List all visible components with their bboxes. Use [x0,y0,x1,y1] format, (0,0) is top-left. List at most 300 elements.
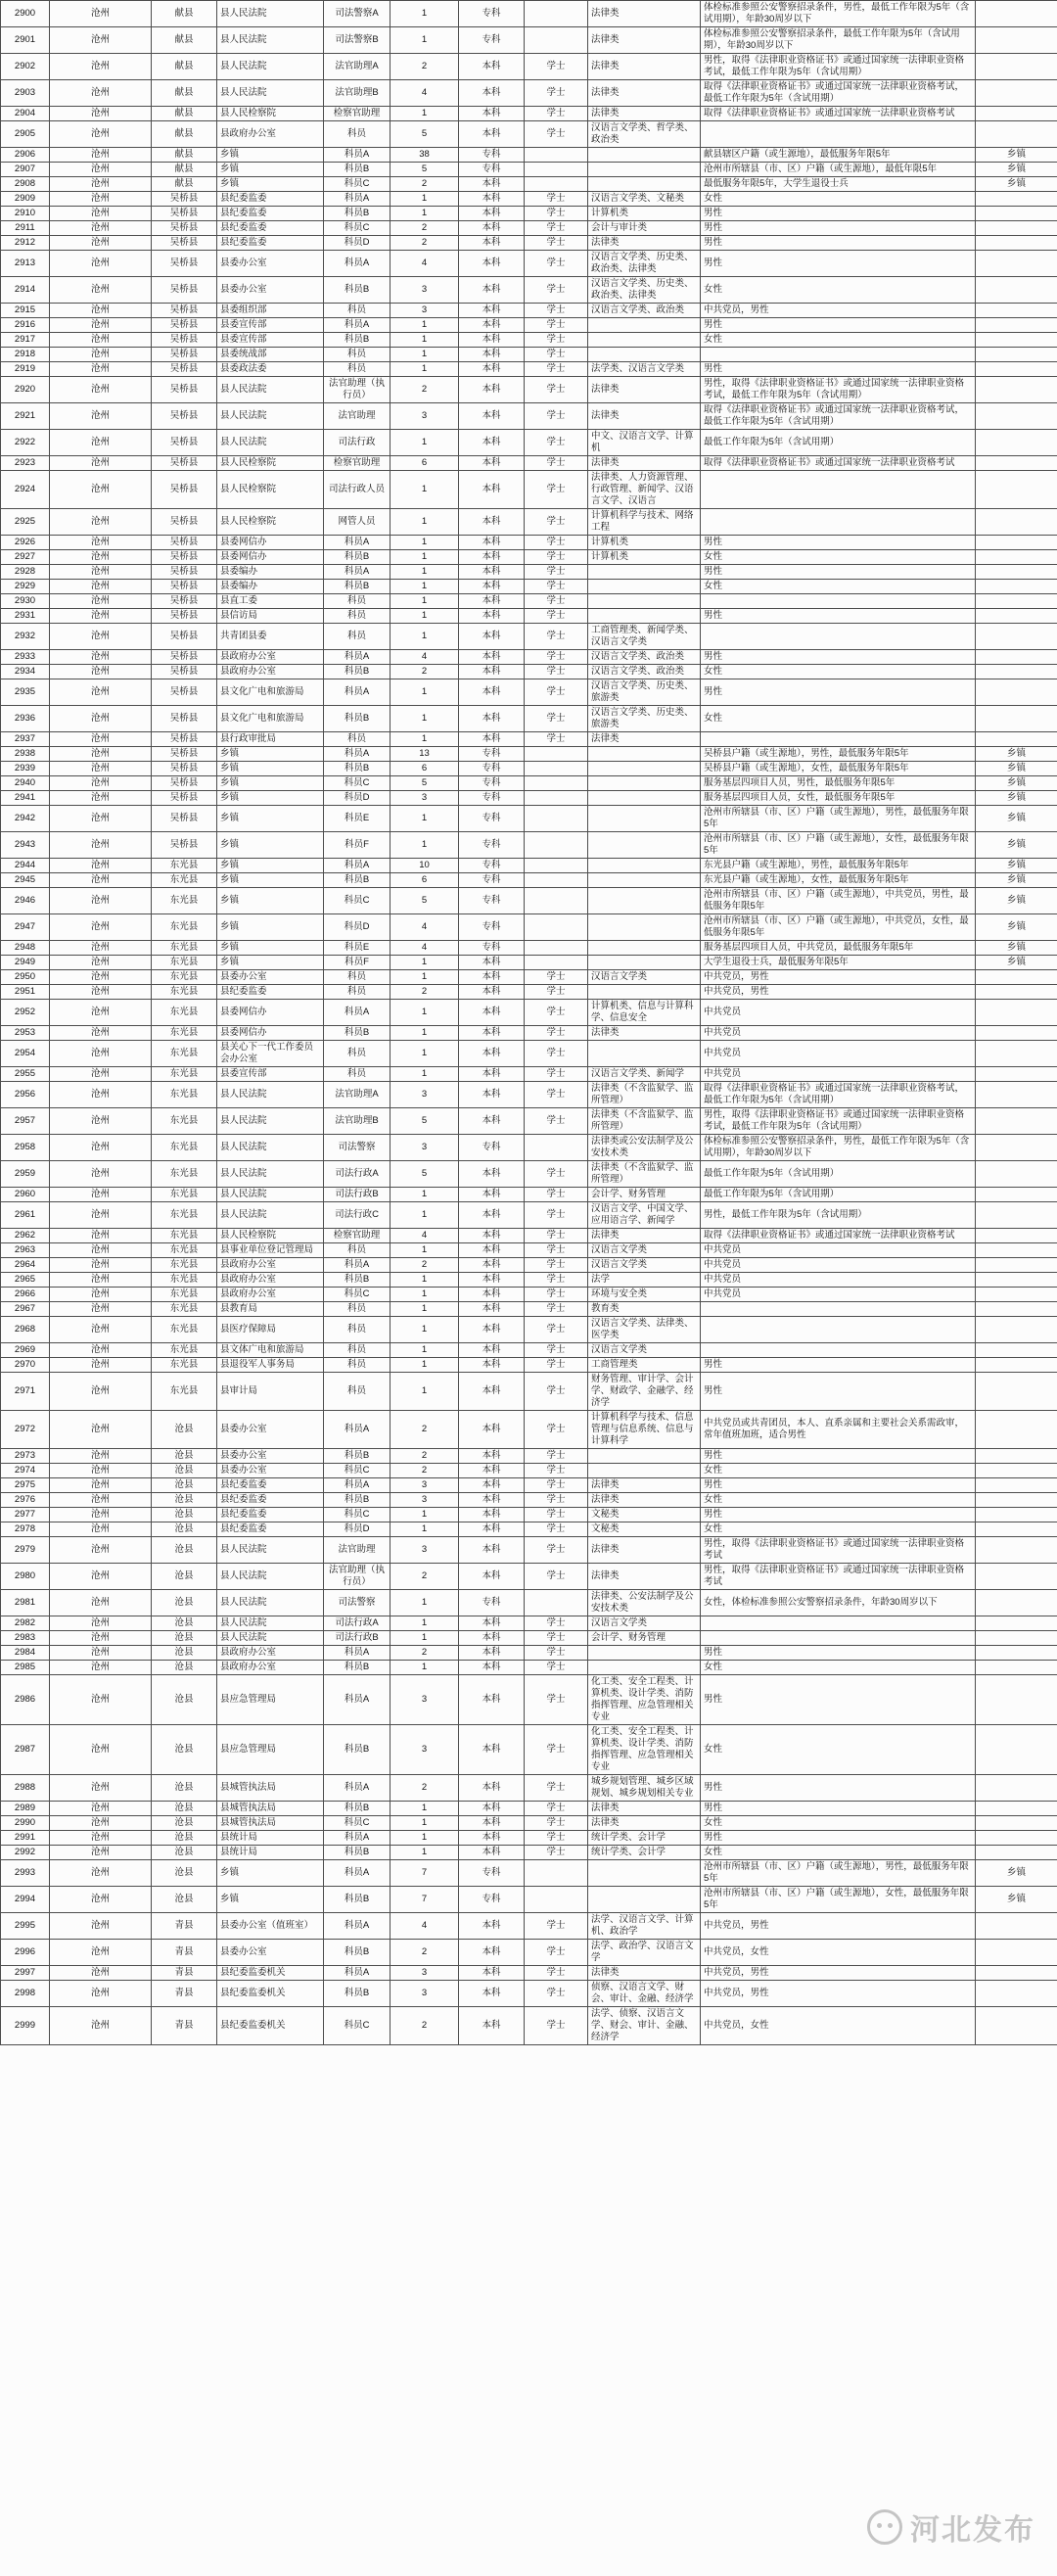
cell-education: 本科 [459,1616,525,1631]
cell-township [976,348,1057,362]
cell-remarks: 体检标准参照公安警察招录条件，男性，最低工作年限为5年（含试用期），年龄30周岁以下 [701,1,976,27]
cell-city: 沧州 [50,1981,152,2007]
cell-serial: 2983 [1,1631,50,1646]
cell-position: 科员C [324,177,391,192]
cell-education: 专科 [459,27,525,54]
cell-position: 司法行政人员 [324,471,391,509]
cell-township [976,985,1057,1000]
table-row [1,236,1057,251]
cell-major: 法律类 [588,54,701,80]
cell-major [588,1661,701,1675]
cell-major: 法律类（不含监狱学、监所管理） [588,1082,701,1108]
table-row [1,27,1057,54]
cell-township [976,456,1057,471]
cell-township: 乡镇 [976,941,1057,956]
cell-city: 沧州 [50,251,152,277]
cell-township [976,251,1057,277]
cell-township: 乡镇 [976,762,1057,776]
cell-remarks: 男性 [701,609,976,624]
cell-remarks: 中共党员，男性 [701,1981,976,2007]
cell-organization: 县人民检察院 [217,509,324,536]
cell-township [976,1411,1057,1449]
cell-organization: 县纪委监委 [217,236,324,251]
cell-township: 乡镇 [976,776,1057,791]
cell-remarks: 女性，体检标准参照公安警察招录条件，年龄30周岁以下 [701,1590,976,1616]
cell-organization: 县统计局 [217,1846,324,1860]
cell-headcount: 1 [391,1273,459,1288]
cell-county: 东光县 [152,914,217,941]
cell-serial: 2978 [1,1522,50,1537]
cell-position: 科员 [324,362,391,377]
cell-degree: 学士 [525,1258,588,1273]
cell-serial: 2914 [1,277,50,304]
cell-city: 沧州 [50,456,152,471]
cell-degree: 学士 [525,2007,588,2045]
cell-city: 沧州 [50,403,152,430]
table-row [1,1590,1057,1616]
cell-remarks: 沧州市所辖县（市、区）户籍（或生源地），男性，最低服务年限5年 [701,1860,976,1887]
cell-position: 科员A [324,318,391,333]
cell-degree: 学士 [525,1913,588,1940]
table-row [1,956,1057,970]
cell-headcount: 1 [391,1846,459,1860]
cell-education: 本科 [459,318,525,333]
cell-city: 沧州 [50,1026,152,1041]
cell-city: 沧州 [50,609,152,624]
cell-headcount: 1 [391,1243,459,1258]
cell-position: 司法行政B [324,1188,391,1202]
cell-serial: 2924 [1,471,50,509]
cell-degree: 学士 [525,1940,588,1966]
cell-headcount: 1 [391,594,459,609]
cell-city: 沧州 [50,333,152,348]
cell-headcount: 3 [391,1537,459,1564]
table-row [1,430,1057,456]
cell-serial: 2950 [1,970,50,985]
cell-education: 本科 [459,1302,525,1317]
cell-county: 吴桥县 [152,650,217,665]
cell-headcount: 1 [391,580,459,594]
cell-headcount: 3 [391,1135,459,1161]
cell-county: 吴桥县 [152,207,217,221]
table-row [1,1229,1057,1243]
cell-remarks: 女性 [701,192,976,207]
cell-city: 沧州 [50,1616,152,1631]
cell-position: 科员B [324,873,391,888]
table-row [1,1026,1057,1041]
cell-serial: 2913 [1,251,50,277]
cell-degree: 学士 [525,1675,588,1725]
cell-position: 科员D [324,791,391,806]
cell-organization: 县人民法院 [217,1616,324,1631]
cell-position: 科员 [324,348,391,362]
cell-township [976,550,1057,565]
cell-remarks: 男性 [701,1478,976,1493]
cell-headcount: 1 [391,107,459,121]
table-row [1,1,1057,27]
cell-headcount: 1 [391,1802,459,1816]
table-row [1,1288,1057,1302]
cell-headcount: 1 [391,318,459,333]
cell-major: 环境与安全类 [588,1288,701,1302]
cell-degree [525,747,588,762]
cell-township [976,403,1057,430]
table-row [1,1913,1057,1940]
cell-county: 吴桥县 [152,403,217,430]
table-row [1,403,1057,430]
cell-major: 教育类 [588,1302,701,1317]
cell-remarks: 大学生退役士兵，最低服务年限5年 [701,956,976,970]
table-row [1,1411,1057,1449]
cell-organization: 县行政审批局 [217,732,324,747]
cell-headcount: 1 [391,1288,459,1302]
cell-serial: 2945 [1,873,50,888]
cell-serial: 2996 [1,1940,50,1966]
cell-degree: 学士 [525,236,588,251]
cell-township [976,1646,1057,1661]
cell-city: 沧州 [50,362,152,377]
cell-position: 科员A [324,1966,391,1981]
cell-organization: 县人民法院 [217,27,324,54]
cell-major: 侦察、汉语言文学、财会、审计、金融、经济学 [588,1981,701,2007]
cell-education: 本科 [459,1243,525,1258]
cell-county: 沧县 [152,1411,217,1449]
cell-major: 汉语言文学类 [588,1243,701,1258]
cell-headcount: 10 [391,859,459,873]
table-row [1,1243,1057,1258]
cell-major [588,565,701,580]
cell-township [976,333,1057,348]
cell-degree: 学士 [525,192,588,207]
cell-degree: 学士 [525,304,588,318]
cell-position: 科员B [324,1661,391,1675]
cell-city: 沧州 [50,1161,152,1188]
table-row [1,970,1057,985]
cell-county: 吴桥县 [152,565,217,580]
cell-city: 沧州 [50,1831,152,1846]
cell-township [976,207,1057,221]
cell-serial: 2943 [1,832,50,859]
cell-position: 科员B [324,1846,391,1860]
cell-position: 科员 [324,970,391,985]
cell-township [976,1161,1057,1188]
cell-serial: 2936 [1,706,50,732]
cell-major [588,318,701,333]
cell-township [976,1590,1057,1616]
cell-major: 法律类 [588,1478,701,1493]
cell-education: 本科 [459,456,525,471]
cell-headcount: 1 [391,1831,459,1846]
cell-headcount: 1 [391,956,459,970]
cell-degree [525,832,588,859]
cell-degree: 学士 [525,1646,588,1661]
cell-degree [525,791,588,806]
cell-major: 法律类 [588,1966,701,1981]
cell-serial: 2982 [1,1616,50,1631]
cell-major: 汉语言文学类、文秘类 [588,192,701,207]
cell-headcount: 5 [391,1161,459,1188]
cell-organization: 县纪委监委 [217,1478,324,1493]
cell-position: 科员D [324,1522,391,1537]
cell-position: 科员 [324,1067,391,1082]
cell-major: 计算机科学与技术、信息管理与信息系统、信息与计算科学 [588,1411,701,1449]
cell-township [976,1966,1057,1981]
cell-serial: 2987 [1,1725,50,1775]
cell-degree: 学士 [525,471,588,509]
cell-position: 法官助理A [324,1082,391,1108]
cell-township [976,1940,1057,1966]
cell-major: 法律类 [588,1,701,27]
cell-major: 汉语言文学类、哲学类、政治类 [588,121,701,148]
cell-organization: 县纪委监委 [217,1508,324,1522]
cell-position: 法官助理 [324,1537,391,1564]
cell-position: 科员 [324,624,391,650]
cell-major: 工商管理类、新闻学类、汉语言文学类 [588,624,701,650]
cell-city: 沧州 [50,970,152,985]
cell-education: 本科 [459,177,525,192]
cell-remarks: 女性 [701,1661,976,1675]
cell-position: 科员C [324,1508,391,1522]
table-row [1,1966,1057,1981]
cell-degree: 学士 [525,121,588,148]
cell-degree [525,27,588,54]
table-row [1,80,1057,107]
cell-major: 法律类或公安法制学及公安技术类 [588,1135,701,1161]
cell-headcount: 4 [391,914,459,941]
cell-remarks: 取得《法律职业资格证书》或通过国家统一法律职业资格考试，最低工作年限为5年（含试用期） [701,80,976,107]
cell-county: 东光县 [152,1041,217,1067]
cell-serial: 2927 [1,550,50,565]
cell-position: 科员D [324,914,391,941]
table-row [1,609,1057,624]
cell-serial: 2957 [1,1108,50,1135]
cell-serial: 2947 [1,914,50,941]
cell-serial: 2946 [1,888,50,914]
cell-remarks: 服务基层四项目人员，女性，最低服务年限5年 [701,791,976,806]
cell-serial: 2956 [1,1082,50,1108]
cell-major: 法学 [588,1273,701,1288]
cell-serial: 2966 [1,1288,50,1302]
table-row [1,806,1057,832]
table-row [1,1675,1057,1725]
cell-major: 化工类、安全工程类、计算机类、设计学类、消防指挥管理、应急管理相关专业 [588,1675,701,1725]
cell-degree: 学士 [525,1161,588,1188]
table-row [1,1537,1057,1564]
cell-headcount: 3 [391,1725,459,1775]
cell-degree: 学士 [525,1846,588,1860]
cell-city: 沧州 [50,1522,152,1537]
cell-remarks: 男性，最低工作年限为5年（含试用期） [701,1202,976,1229]
cell-county: 东光县 [152,1273,217,1288]
cell-education: 本科 [459,665,525,679]
cell-position: 科员A [324,192,391,207]
cell-remarks: 男性 [701,1449,976,1464]
cell-county: 沧县 [152,1464,217,1478]
cell-major: 计算机类 [588,536,701,550]
table-row [1,1188,1057,1202]
cell-city: 沧州 [50,148,152,163]
cell-organization: 县人民法院 [217,54,324,80]
cell-township: 乡镇 [976,148,1057,163]
cell-education: 专科 [459,873,525,888]
cell-remarks [701,348,976,362]
cell-county: 吴桥县 [152,318,217,333]
cell-major: 汉语言文学类、历史类、政治类、法律类 [588,277,701,304]
cell-position: 科员B [324,1725,391,1775]
cell-serial: 2999 [1,2007,50,2045]
cell-county: 东光县 [152,1288,217,1302]
cell-serial: 2953 [1,1026,50,1041]
cell-city: 沧州 [50,1631,152,1646]
cell-degree: 学士 [525,1188,588,1202]
cell-remarks: 男性，取得《法律职业资格证书》或通过国家统一法律职业资格考试，最低工作年限为5年（含试用期） [701,54,976,80]
cell-organization: 县城管执法局 [217,1775,324,1802]
cell-serial: 2963 [1,1243,50,1258]
cell-major: 汉语言文学类 [588,1258,701,1273]
cell-education: 本科 [459,1258,525,1273]
cell-major: 工商管理类 [588,1358,701,1373]
cell-city: 沧州 [50,1508,152,1522]
cell-education: 本科 [459,1675,525,1725]
cell-serial: 2907 [1,163,50,177]
cell-county: 吴桥县 [152,221,217,236]
table-row [1,1860,1057,1887]
cell-city: 沧州 [50,221,152,236]
cell-position: 法官助理A [324,54,391,80]
cell-serial: 2930 [1,594,50,609]
cell-education: 本科 [459,251,525,277]
cell-township: 乡镇 [976,832,1057,859]
cell-organization: 县人民法院 [217,1,324,27]
cell-serial: 2909 [1,192,50,207]
cell-remarks: 男性 [701,1802,976,1816]
cell-major: 法律类 [588,1493,701,1508]
cell-city: 沧州 [50,665,152,679]
cell-major: 城乡规划管理、城乡区域规划、城乡规划相关专业 [588,1775,701,1802]
cell-education: 本科 [459,594,525,609]
cell-remarks: 服务基层四项目人员，男性，最低服务年限5年 [701,776,976,791]
cell-remarks: 男性 [701,565,976,580]
cell-degree: 学士 [525,1373,588,1411]
cell-major [588,873,701,888]
cell-remarks [701,509,976,536]
cell-education: 本科 [459,1775,525,1802]
cell-county: 吴桥县 [152,665,217,679]
cell-education: 专科 [459,1590,525,1616]
cell-remarks: 献县辖区户籍（或生源地），最低服务年限5年 [701,148,976,163]
cell-position: 法官助理（执行员） [324,377,391,403]
table-row [1,985,1057,1000]
cell-township [976,1913,1057,1940]
cell-city: 沧州 [50,776,152,791]
cell-city: 沧州 [50,1966,152,1981]
cell-education: 本科 [459,1411,525,1449]
cell-position: 科员A [324,1478,391,1493]
cell-education: 本科 [459,1846,525,1860]
cell-organization: 县纪委监委机关 [217,1966,324,1981]
cell-organization: 县委办公室 [217,970,324,985]
cell-degree: 学士 [525,430,588,456]
cell-remarks: 男性 [701,1775,976,1802]
cell-serial: 2929 [1,580,50,594]
table-row [1,1846,1057,1860]
cell-education: 本科 [459,207,525,221]
cell-degree: 学士 [525,1564,588,1590]
cell-serial: 2902 [1,54,50,80]
cell-headcount: 2 [391,221,459,236]
cell-organization: 县人民法院 [217,1161,324,1188]
cell-organization: 县委组织部 [217,304,324,318]
cell-city: 沧州 [50,1478,152,1493]
cell-remarks: 最低服务年限5年，大学生退役士兵 [701,177,976,192]
table-row [1,747,1057,762]
cell-major: 法律类、公安法制学及公安技术类 [588,1590,701,1616]
cell-position: 科员A [324,251,391,277]
cell-city: 沧州 [50,1940,152,1966]
cell-education: 本科 [459,1913,525,1940]
cell-organization: 县政府办公室 [217,121,324,148]
cell-serial: 2912 [1,236,50,251]
cell-remarks [701,624,976,650]
cell-degree: 学士 [525,1508,588,1522]
cell-county: 东光县 [152,970,217,985]
cell-education: 本科 [459,1358,525,1373]
cell-city: 沧州 [50,1,152,27]
cell-remarks [701,594,976,609]
cell-position: 科员A [324,747,391,762]
cell-township [976,536,1057,550]
cell-organization: 县政府办公室 [217,1258,324,1273]
cell-education: 专科 [459,747,525,762]
cell-serial: 2915 [1,304,50,318]
cell-organization: 县事业单位登记管理局 [217,1243,324,1258]
cell-education: 专科 [459,941,525,956]
cell-organization: 县应急管理局 [217,1725,324,1775]
cell-education: 本科 [459,54,525,80]
cell-headcount: 1 [391,1026,459,1041]
table-row [1,706,1057,732]
cell-education: 本科 [459,121,525,148]
cell-township: 乡镇 [976,747,1057,762]
cell-remarks [701,121,976,148]
cell-education: 本科 [459,1288,525,1302]
cell-city: 沧州 [50,207,152,221]
cell-county: 吴桥县 [152,832,217,859]
cell-degree [525,941,588,956]
cell-remarks [701,1343,976,1358]
cell-headcount: 2 [391,1646,459,1661]
cell-education: 专科 [459,776,525,791]
cell-headcount: 1 [391,806,459,832]
cell-education: 本科 [459,970,525,985]
cell-major: 汉语言文学类、历史类、旅游类 [588,679,701,706]
table-row [1,832,1057,859]
cell-major: 计算机类 [588,550,701,565]
cell-city: 沧州 [50,304,152,318]
cell-township [976,1135,1057,1161]
cell-remarks: 女性 [701,1816,976,1831]
cell-degree: 学士 [525,1026,588,1041]
cell-remarks: 女性 [701,1522,976,1537]
cell-degree [525,1860,588,1887]
cell-degree [525,873,588,888]
cell-organization: 乡镇 [217,747,324,762]
cell-degree: 学士 [525,251,588,277]
cell-major: 法律类 [588,1026,701,1041]
table-row [1,1887,1057,1913]
cell-city: 沧州 [50,580,152,594]
table-row [1,1108,1057,1135]
